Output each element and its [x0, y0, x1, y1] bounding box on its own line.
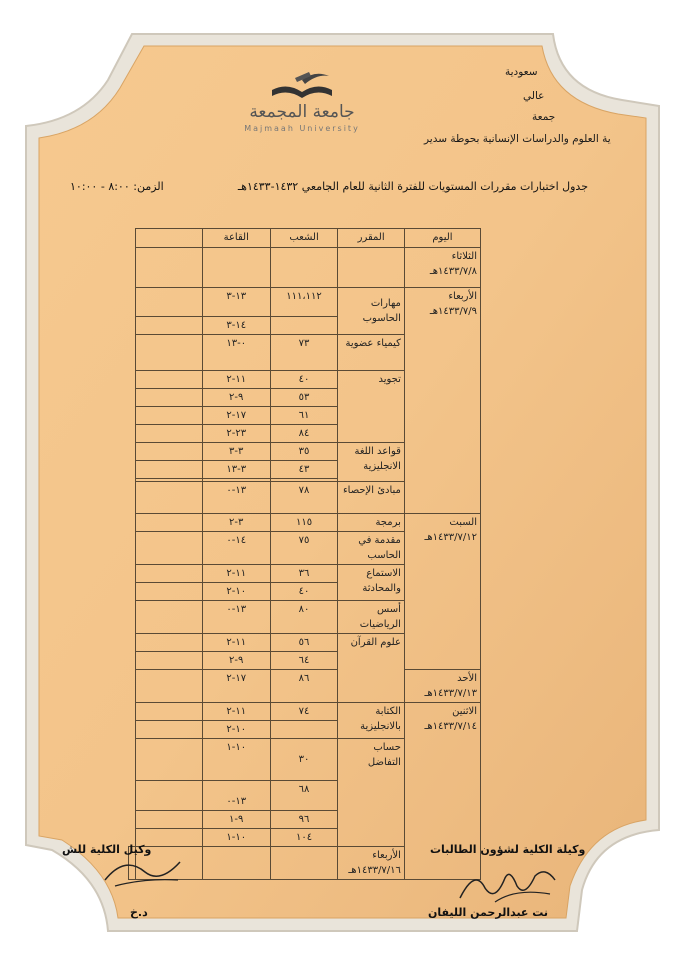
- section-cell: ١٠٤: [270, 829, 338, 847]
- header-blank: [136, 229, 203, 248]
- section-cell: ٩٦: [270, 811, 338, 829]
- day-cell: الأحد ١٤٣٣/٧/١٣هـ: [404, 670, 480, 703]
- section-cell: ٨٠: [270, 601, 338, 634]
- footer-left-title: وكيل الكلية للش: [62, 843, 152, 856]
- hall-cell: ٣-٣: [202, 443, 270, 461]
- course-cell: علوم القرآن: [338, 634, 405, 703]
- footer-right-title: وكيلة الكلية لشؤون الطالبات: [430, 843, 586, 856]
- exam-schedule-table: [128, 228, 481, 880]
- section-cell: ٣٠: [270, 739, 338, 781]
- hall-cell: ١١-٢: [202, 371, 270, 389]
- footer-right-name: نت عبدالرحمن الليفان: [428, 906, 549, 919]
- header-line2: عالي: [523, 90, 545, 102]
- section-cell: ٣٥: [270, 443, 338, 461]
- header-section: الشعب: [270, 229, 338, 248]
- hall-cell: ١٠-٢: [202, 721, 270, 739]
- course-cell: حساب التفاضل: [338, 739, 405, 847]
- course-cell: تجويد: [338, 371, 405, 443]
- header-line3: جمعة: [532, 111, 556, 123]
- day-cell: الثلاثاء ١٤٣٣/٧/٨هـ: [404, 248, 480, 288]
- section-cell: ٨٤: [270, 425, 338, 443]
- table-header-row: [129, 229, 481, 248]
- section-cell: ٤٠: [270, 371, 338, 389]
- section-cell: ٧٣: [270, 335, 338, 371]
- course-cell: مبادئ الإحصاء: [338, 482, 405, 514]
- course-cell: الكتابة بالانجليزية: [338, 703, 405, 739]
- hall-cell: ١٧-٢: [202, 407, 270, 425]
- exam-time: الزمن: ٨:٠٠ - ١٠:٠٠: [70, 180, 164, 193]
- table-row: [129, 670, 481, 703]
- hall-cell: ٣-٢: [202, 514, 270, 532]
- table-row: [129, 248, 481, 288]
- university-logo: [232, 68, 372, 138]
- section-cell: ٧٥: [270, 532, 338, 565]
- hall-cell: ١٣-٠: [202, 482, 270, 514]
- section-cell: ٦١: [270, 407, 338, 425]
- section-cell: ٤٠: [270, 583, 338, 601]
- hall-cell: ١١-٢: [202, 634, 270, 652]
- header-course: المقرر: [338, 229, 405, 248]
- section-cell: ٤٣: [270, 461, 338, 479]
- section-cell: ٧٨: [270, 482, 338, 514]
- hall-cell: ٣-١٣: [202, 461, 270, 479]
- signature-right: [455, 858, 565, 908]
- section-cell: ٣٦: [270, 565, 338, 583]
- day-cell: الأربعاء ١٤٣٣/٧/١٦هـ: [338, 847, 405, 880]
- hall-cell: ١٣-٠: [202, 781, 270, 811]
- section-cell: ٧٤: [270, 703, 338, 721]
- section-cell: ٨٦: [270, 670, 338, 703]
- hall-cell: ١٠-٢: [202, 583, 270, 601]
- header-line4: ية العلوم والدراسات الإنسانية بحوطة سدير: [424, 133, 611, 145]
- course-cell: مهارات الحاسوب: [338, 288, 405, 335]
- section-cell: ٥٦: [270, 634, 338, 652]
- section-cell: ٦٤: [270, 652, 338, 670]
- day-cell: السبت ١٤٣٣/٧/١٢هـ: [404, 514, 480, 670]
- course-cell: كيمياء عضوية: [338, 335, 405, 371]
- book-icon: [267, 68, 337, 102]
- day-cell: الاثنين ١٤٣٣/٧/١٤هـ: [404, 703, 480, 880]
- hall-cell: ١٠-١: [202, 829, 270, 847]
- table-row: [129, 514, 481, 532]
- hall-cell: ١٣-٣: [202, 288, 270, 317]
- signature-left: [100, 850, 185, 890]
- section-cell: ١١٥: [270, 514, 338, 532]
- hall-cell: ٠-١٣: [202, 335, 270, 371]
- course-cell: قواعد اللغة الانجليزية: [338, 443, 405, 482]
- logo-arabic: جامعة المجمعة: [249, 102, 355, 122]
- table-row: [129, 288, 481, 317]
- hall-cell: ١٤-٠: [202, 532, 270, 565]
- course-cell: برمجة: [338, 514, 405, 532]
- hall-cell: ٩-٢: [202, 652, 270, 670]
- hall-cell: ١٤-٣: [202, 317, 270, 335]
- footer-left-name: د.خ: [130, 906, 148, 919]
- course-cell: مقدمة في الحاسب: [338, 532, 405, 565]
- day-cell: الأربعاء ١٤٣٣/٧/٩هـ: [404, 288, 480, 514]
- section-cell: ٦٨: [270, 781, 338, 811]
- logo-english: Majmaah University: [244, 124, 360, 133]
- hall-cell: ١٧-٢: [202, 670, 270, 703]
- schedule-title: جدول اختبارات مقررات المستويات للفترة الثانية للعام الجامعي ١٤٣٢-١٤٣٣هـ: [237, 180, 588, 193]
- table-row: [129, 703, 481, 721]
- hall-cell: ١١-٢: [202, 565, 270, 583]
- hall-cell: ٢٣-٢: [202, 425, 270, 443]
- hall-cell: ١٣-٠: [202, 601, 270, 634]
- header-day: اليوم: [404, 229, 480, 248]
- hall-cell: ١٠-١: [202, 739, 270, 781]
- course-cell: أسس الرياضيات: [338, 601, 405, 634]
- course-cell: الاستماع والمحادثة: [338, 565, 405, 601]
- section-cell: ٥٣: [270, 389, 338, 407]
- hall-cell: ٩-١: [202, 811, 270, 829]
- header-hall: القاعة: [202, 229, 270, 248]
- hall-cell: ١١-٢: [202, 703, 270, 721]
- hall-cell: ٩-٢: [202, 389, 270, 407]
- section-cell: ١١١،١١٢: [270, 288, 338, 317]
- header-line1: سعودية: [505, 66, 538, 78]
